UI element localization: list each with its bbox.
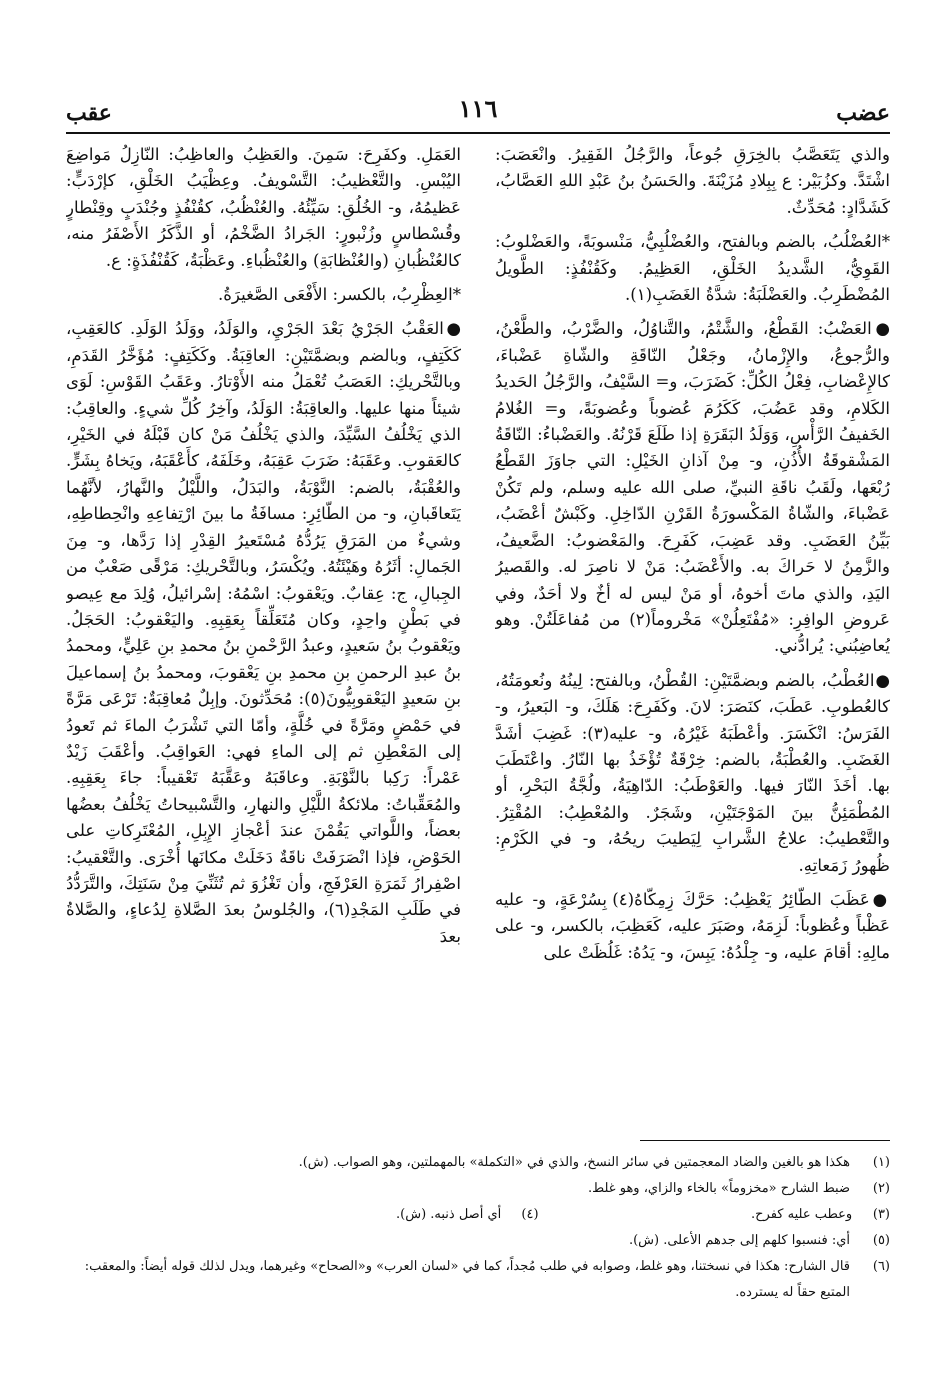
footnote-number: (٤) <box>521 1207 539 1222</box>
right-paragraph-1: والذي يَتَعَصَّبُ بالخِرَقِ جُوعاً، والرَّجُلُ الفَقِيرُ. وانْعَصَبَ: اشْتَدَّ. وكزُبَيْر: ع بِبِلادِ مُزَيْنَةَ. والحَسَنُ بنُ عَبْدِ اللهِ العَصَّابُ، كَشَدَّادٍ: مُحَدِّثٌ. <box>495 145 890 217</box>
header-rule <box>66 132 890 134</box>
page-number: ١١٦ <box>458 94 498 123</box>
footnote-4 <box>396 1202 539 1228</box>
left-paragraph-2: *العِظْرِبُ، بالكسر: الأَفْعَى الصَّغيرَةُ. <box>217 285 461 305</box>
right-paragraph-5: ●عَظَبَ الطّائِرُ يَعْظِبُ: حَرَّكَ زِمِكّاهُ(٤) بِسُرْعَةٍ، و- عليه عَظْباً وعُظوباً: لَزِمَهُ، وصَبَرَ عليه، كَعَظِبَ، بالكسر، و- على مالِهِ: أقامَ عليه، و- جِلْدُهُ: يَبِسَ، و- يَدُهُ: غَلُظَتْ على <box>495 889 890 962</box>
right-paragraph-2: *العُضْلُبُ، بالضم وبالفتح، والعُضْلُبِيُّ، مَنْسوبَةً، والعَضْلوبُ: القَوِيُّ، الشَّديدُ الخَلْقِ، العَظِيمُ. وكَقُنْفُذٍ: الطَّويلُ المُضْطَرِبُ. والعَضْلَبَةُ: شدَّةُ الغَضَبِ(١). <box>495 232 890 305</box>
page-header <box>66 92 890 132</box>
footnote-rule <box>640 1140 890 1141</box>
footnote-number: (٢) <box>872 1181 890 1196</box>
headword-left: عقب <box>66 100 112 126</box>
footnote-5 <box>66 1228 890 1254</box>
footnote-text: أي أصل ذنبه. (ش). <box>396 1207 502 1222</box>
left-paragraph-1: العَمَلِ. وكفَرِحَ: سَمِنَ. والعَظِبُ والعاظِبُ: النّازِلُ مَواضِعَ اليُبْسِ. والتَّعْظيبُ: التَّسْويفُ. وعِظْيَبُ الخَلْقِ، كإرْدَبٍّ: عَظيمُهُ، و- الخُلُقِ: سَيِّئُهُ. والعُنْظُبُ، كقُنْفُذٍ وجُنْدَبٍ وقِنْطارٍ وقُسْطاسٍ وزُنْبورٍ: الجَرادُ الضَّخْمُ، أو الذَّكَرُ الأَصْفَرُ منه، كالعُنْظُبانِ (والعُنْظابَةِ) والعُنْظُباءِ. وعَظْبَةُ، كَقُنْفُذَةٍ: ع. <box>66 145 461 270</box>
footnote-number: (٥) <box>872 1233 890 1248</box>
footnote-number: (٣) <box>872 1207 890 1222</box>
left-paragraph-3: ●العَقْبُ الجَرْيُ بَعْدَ الجَرْيِ، والوَلَدُ، ووَلَدُ الوَلَدِ. كالعَقِبِ، كَكَتِفٍ، وبالضم وبضمَّتَيْنِ: العاقِبَةُ. وكَكَتِفٍ: مُؤَخَّرُ القَدَمِ، وبالتَّحْريكِ: العَصَبُ تُعْمَلُ منه الأَوْتارُ. وعَقَبُ القَوْسِ: لَوَى شيئاً منها عليها. والعاقِبَةُ: الوَلَدُ، وآخِرُ كُلِّ شيءٍ. والعاقِبُ: الذي يَخْلُفُ السَّيِّدَ، والذي يَخْلُفُ مَنْ كان قَبْلَهُ في الخَيْرِ، كالعَقوبِ. وعَقَبَهُ: ضَرَبَ عَقِبَهُ، وخَلَفَهُ، كأَعْقَبَهُ، ويَخاهُ بِشَرٍّ. والعُقْبَةُ، بالضم: النَّوْبَةُ، والبَدَلُ، واللَّيْلُ والنَّهارُ، لأنَّهُما يَتَعاقَبانِ، و- من الطّائِرِ: مسافَةُ ما بينَ ارْتِفاعِهِ وانْحِطاطِهِ، وشيءٌ من المَرَقِ يَرُدُّهُ مُسْتَعيرُ القِدْرِ إذا رَدَّها، و- مِنَ الجَمالِ: أثَرُهُ وهَيْئَتُهُ. ويُكْسَرُ، وبالتَّحْريكِ: مَرْقًى صَعْبٌ من الجِبالِ، ج: عِقابٌ. ويَعْقوبُ: اسْمُهُ: إسْرائيلُ، وُلِدَ مع عِيصو في بَطْنٍ واحِدٍ، وكان مُتَعَلِّقاً بِعَقِبِهِ. واليَعْقوبُ: الحَجَلُ. ويَعْقوبُ بنُ سَعيدٍ، وعبدُ الرَّحْمنِ بنُ محمدِ بنِ عَلِيٍّ، ومحمدُ بنُ عبدِ الرحمنِ بنِ محمدِ بنِ يَعْقوبَ، ومحمدُ بنُ إسماعيلَ بنِ سَعيدٍ اليَعْقوبِيُّونَ(٥): مُحَدِّثونَ. وإبِلٌ مُعاقِبَةٌ: تَرْعَى مَرَّةً في حَمْضٍ ومَرَّةً في خُلَّةٍ، وأمّا التي تَشْرَبُ الماءَ ثم تَعودُ إلى المَعْطِنِ ثم إلى الماءِ فهي: العَواقِبُ. وأعْقَبَ زَيْدٌ عَمْراً: رَكِبا بالنَّوْبَةِ. وعاقَبَهُ وعَقَّبَهُ تَعْقيباً: جاءَ بِعَقِبِهِ. والمُعَقِّباتُ: ملائكةُ اللَّيْلِ والنهارِ، والتَّسْبيحاتُ يَخْلُفُ بعضُها بعضاً، واللَّواتي يَقُمْنَ عندَ أعْجازِ الإِبِلِ، المُعْتَرِكاتِ على الحَوْضِ، فإذا انْصَرَفَتْ ناقَةٌ دَخَلَتْ مكانَها أُخْرَى. والتَّعْقيبُ: اصْفِرارُ ثَمَرَةِ العَرْفَجِ، وأن تَغْزُوَ ثم تُثَنِّيَ مِنْ سَنَتِكَ، والتَّرَدُّدُ في طَلَبِ المَجْدِ(٦)، والجُلوسُ بعدَ الصَّلاةِ لِدُعاءٍ، والصَّلاةُ بعدَ <box>66 319 461 946</box>
footnote-pair-3-4 <box>66 1202 890 1228</box>
footnote-6 <box>66 1254 890 1306</box>
right-paragraph-4: ●العُطْبُ، بالضم وبضمَّتَيْنِ: القُطْنُ، وبالفتح: لِينُهُ ونُعومَتُهُ، كالعُطوبِ. عَطَبَ، كنَصَرَ: لانَ. وكَفَرِحَ: هَلَكَ، و- البَعيرُ، و- الفَرَسُ: انْكَسَرَ. وأعْطَبَهُ غَيْرُهُ، و- عليه(٣): غَضِبَ أشَدَّ الغَضَبِ. والعُطْبَةُ، بالضم: خِرْقَةٌ تُؤْخَذُ بها النّارُ. واعْتَطَبَ بها. أخَذَ النّارَ فيها. والعَوْطَبُ: الدّاهِيَةُ، ولُجَّةُ البَحْرِ، أو المُطْمَئِنُّ بينَ المَوْجَتَيْنِ، وشَجَرٌ. والمُعْطِبُ: المُقْتِرُ. والتَّعْطيبُ: علاجُ الشَّرابِ لِيَطيبَ ريحُهُ، و- في الكَرْمِ: ظُهورُ زَمَعاتِهِ. <box>495 670 890 875</box>
footnote-3 <box>751 1202 890 1228</box>
footnote-text: وعطب عليه كفرح. <box>751 1207 853 1222</box>
right-paragraph-3: ●العَضْبُ: القَطْعُ، والشَّتْمُ، والتَّناوُلُ، والضَّرْبُ، والطَّعْنُ، والرُّجوعُ، والإِزْمانُ، وجَعْلُ النّاقَةِ والشّاةِ عَضْباءَ، كالإِعْضابِ، فِعْلُ الكُلِّ: كَضَرَبَ، و= السَّيْفُ، والرَّجُلُ الحَديدُ الكَلامِ، وقد عَضُبَ، كَكَرُمَ عُضوباً وعُضوبَةً، و= الغُلامُ الخَفيفُ الرَّأْسِ، وَوَلَدُ البَقَرَةِ إذا طَلَعَ قَرْنُهُ. والعَضْباءُ: النّاقَةُ المَشْقوقَةُ الأُذُنِ، و- مِنْ آذانِ الخَيْلِ: التي جاوَزَ القَطْعُ رُبْعَها، ولَقَبُ ناقَةِ النبيِّ، صلى الله عليه وسلم، ولم تَكُنْ عَضْباءَ، والشّاةُ المَكْسورَةُ القَرْنِ الدّاخِلِ. وكَبْشٌ أعْضَبُ، بَيِّنُ العَضَبِ. وقد عَضِبَ، كَفَرِحَ. والمَعْضوبُ: الضَّعيفُ، والزَّمِنُ لا حَراكَ به. والأَعْضَبُ: مَنْ لا ناصِرَ له. والقَصيرُ اليَدِ، والذي ماتَ أخوهُ، أو مَنْ ليس له أخٌ ولا أحَدٌ، وفي عَروضِ الوافِرِ: «مُفْتَعِلُنْ» مَخْروماً(٢) من مُفاعَلَتُنْ. وهو يُعاضِبُني: يُرادُّني. <box>495 319 890 656</box>
footnote-1 <box>66 1150 890 1176</box>
footnote-text: ضبط الشارح «مخزوماً» بالخاء والزاي، وهو غلط. <box>588 1181 850 1196</box>
footnote-2 <box>66 1176 890 1202</box>
footnote-text: هكذا هو بالغين والضاد المعجمتين في سائر النسخ، والذي في «التكملة» بالمهملتين، وهو الصواب. (ش). <box>298 1155 850 1170</box>
footnote-text: قال الشارح: هكذا في نسختنا، وهو غلط، وصوابه في طلب مُجداً، كما في «لسان العرب» و«الصحاح» وغيرهما، ويدل لذلك قوله أيضاً: والمعقب: المتبع حقاً له يسترده. <box>84 1259 850 1300</box>
left-column <box>66 142 461 1132</box>
footnote-text: أي: فنسبوا كلهم إلى جدهم الأعلى. (ش). <box>628 1233 850 1248</box>
right-column <box>495 142 890 1132</box>
footnote-number: (٦) <box>872 1259 890 1274</box>
footnote-number: (١) <box>872 1155 890 1170</box>
headword-right: عضب <box>836 100 890 126</box>
footnotes <box>66 1150 890 1306</box>
